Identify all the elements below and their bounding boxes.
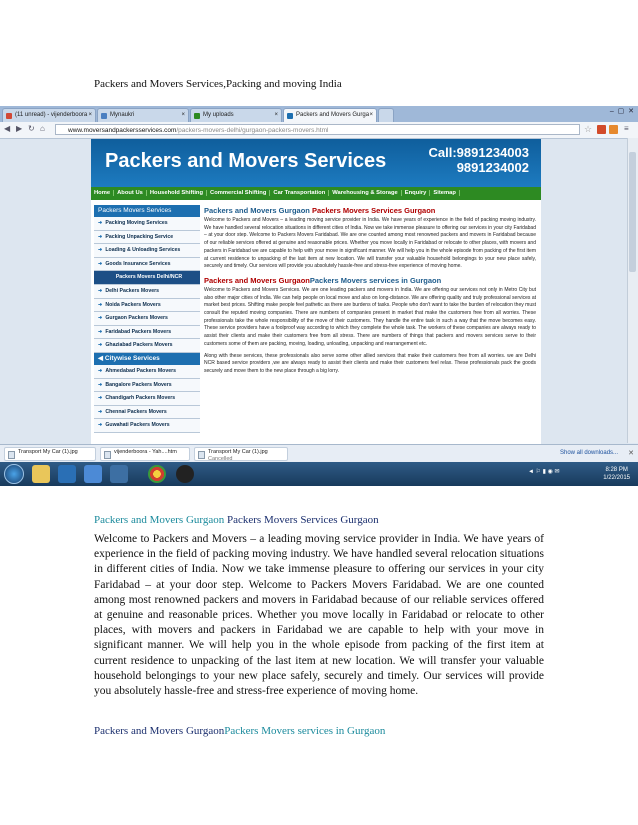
sidebar-item[interactable]: [94, 299, 200, 313]
menu-item[interactable]: Commercial Shifting: [207, 190, 270, 196]
section-heading-part: Packers and Movers Gurgaon: [94, 725, 225, 737]
extension-icon[interactable]: [597, 125, 606, 134]
arrow-icon: ➜: [98, 301, 103, 308]
arrow-icon: ➜: [98, 220, 103, 226]
content-heading-part: Packers and Movers Gurgaon: [204, 275, 310, 285]
url-path: /packers-movers-delhi/gurgaon-packers-movers.html: [176, 127, 329, 134]
back-icon[interactable]: ◀: [4, 124, 11, 133]
forward-icon[interactable]: ▶: [16, 124, 23, 133]
phone-2: 9891234002: [456, 160, 529, 175]
download-bar: [0, 444, 638, 463]
site-header: [91, 139, 541, 187]
content-heading-part: Packers Movers Services Gurgaon: [311, 206, 436, 215]
document-title: Packers and Movers Services,Packing and moving India: [94, 78, 342, 90]
close-icon[interactable]: ✕: [628, 450, 634, 457]
browser-tab-active[interactable]: [283, 108, 377, 122]
window-controls[interactable]: – ▢ ✕: [609, 108, 634, 115]
content-heading: [204, 275, 536, 287]
download-item[interactable]: [194, 447, 288, 461]
content-paragraph: Welcome to Packers and Movers – a leading moving service provider in India. We have years of experience in the field of packing moving industry. We have handled several relocation situations in different cities of India. Now we take immense pleasure to offering our services in your city Faridabad – at your door step. Welcome to Packers Movers Faridabad. We are one counted among most renowned packers and movers in Faridabad because of our reliable services offered at genuine and reasonable prices. Whether you move locally in Faridabad or relocate to other places, with movers and packers in Faridabad we are capable to help with your move in significant manner. We will help you in the whole episode from packing of the first item at current residence to unpacking of the last item at new location. We will transfer your valuable household belongings to your new place safely, securely and timely. Our services will provide you absolutely hassle-free and stress-free experience of moving home.: [204, 217, 536, 270]
section-heading: [94, 725, 385, 737]
site-content: [204, 205, 536, 445]
bookmark-star-icon[interactable]: ☆: [584, 124, 593, 134]
sidebar-item-label: Ahmedabad Packers Movers: [105, 367, 176, 374]
sidebar-item-label: Packers Movers Delhi/NCR: [115, 274, 183, 281]
sidebar-item[interactable]: [94, 244, 200, 258]
arrow-icon: ➜: [98, 381, 103, 388]
extension-icon[interactable]: [609, 125, 618, 134]
url-host: www.moversandpackersservices.com: [68, 127, 177, 134]
sidebar-item[interactable]: [94, 326, 200, 340]
sidebar-item-highlight[interactable]: [94, 271, 200, 285]
chrome-icon[interactable]: [148, 465, 166, 483]
sidebar-item[interactable]: [94, 285, 200, 299]
sidebar-title-label: Citywise Services: [104, 354, 160, 362]
tab-label: My uploads: [203, 112, 234, 118]
scrollbar[interactable]: [627, 138, 638, 443]
sidebar-item[interactable]: [94, 406, 200, 420]
arrow-icon: ◀: [98, 354, 105, 362]
section-heading-part: Packers Movers Services Gurgaon: [227, 514, 379, 526]
close-icon[interactable]: ×: [88, 112, 92, 118]
file-icon: [198, 451, 205, 459]
sidebar-item-label: Loading & Unloading Services: [105, 247, 181, 254]
clock-date: 1/22/2015: [603, 475, 630, 481]
browser-tab[interactable]: [2, 108, 96, 122]
sidebar-item-label: Chandigarh Packers Movers: [105, 395, 176, 402]
arrow-icon: ➜: [98, 408, 103, 415]
file-icon: [104, 451, 111, 459]
webpage-viewport: [0, 139, 628, 444]
windows-taskbar: [0, 462, 638, 486]
download-item[interactable]: [100, 447, 190, 461]
sidebar-item[interactable]: [94, 258, 200, 272]
sidebar-item-label: Faridabad Packers Movers: [105, 328, 172, 335]
content-paragraph: Along with these services, these professionals also serve some other allied services that make their customers free from all worries. we are Delhi NCR based service providers ,we are always ready to assist their clients and make their customers feel relax. These professionals pack the goods securely and move them to the new place through a big lorry.: [204, 352, 536, 374]
sidebar-title-citywise: [94, 353, 200, 365]
site-sidebar: [94, 205, 200, 445]
menu-item[interactable]: Enquiry: [402, 190, 431, 196]
phone-1: Call:9891234003: [428, 145, 529, 160]
content-heading-part: Packers Movers services in Gurgaon: [309, 275, 442, 285]
download-name: vijenderboora - Yah....htm: [114, 449, 177, 455]
reload-icon[interactable]: ↻: [28, 124, 35, 133]
arrow-icon: ➜: [98, 260, 103, 267]
arrow-icon: ➜: [98, 367, 103, 374]
sidebar-item-label: Chennai Packers Movers: [105, 408, 167, 415]
gmail-icon: [6, 113, 12, 119]
menu-item[interactable]: Sitemap: [430, 190, 460, 196]
menu-item[interactable]: Household Shifting: [147, 190, 207, 196]
sidebar-item[interactable]: [94, 312, 200, 326]
clock[interactable]: [603, 466, 630, 482]
arrow-icon: ➜: [98, 422, 103, 429]
arrow-icon: ➜: [98, 287, 103, 294]
app-icon[interactable]: [110, 465, 128, 483]
folder-icon[interactable]: [32, 465, 50, 483]
sidebar-item[interactable]: [94, 392, 200, 406]
menu-item[interactable]: Warehousing & Storage: [329, 190, 402, 196]
menu-item[interactable]: Car Transportation: [270, 190, 329, 196]
site-brand[interactable]: Packers and Movers Services: [105, 150, 387, 172]
media-player-icon[interactable]: [58, 465, 76, 483]
sidebar-item-label: Delhi Packers Movers: [105, 287, 159, 294]
system-tray[interactable]: ◄ ⚐ ▮ ◉ ✉: [528, 469, 560, 475]
content-heading-part: Packers and Movers Gurgaon: [204, 206, 310, 215]
close-icon[interactable]: ×: [369, 112, 373, 118]
embedded-browser-screenshot: [0, 106, 638, 486]
site-icon: [194, 113, 200, 119]
tab-label: Packers and Movers Gurga: [296, 112, 370, 118]
new-tab-button[interactable]: [378, 108, 394, 122]
section-heading-part: Packers and Movers Gurgaon: [94, 514, 225, 526]
sidebar-item-label: Bangalore Packers Movers: [105, 381, 172, 388]
arrow-icon: ➜: [98, 328, 103, 335]
tab-label: (11 unread) - vijenderboora: [15, 112, 88, 118]
site-menu: [91, 187, 541, 200]
section-heading: [94, 514, 379, 526]
explorer-icon[interactable]: [84, 465, 102, 483]
menu-item[interactable]: Home: [91, 190, 114, 196]
sidebar-item[interactable]: [94, 419, 200, 433]
arrow-icon: ➜: [98, 342, 103, 349]
url-field[interactable]: [55, 124, 580, 135]
section-heading-part: Packers Movers services in Gurgaon: [224, 725, 386, 737]
arrow-icon: ➜: [98, 315, 103, 322]
arrow-icon: ➜: [98, 247, 103, 254]
sidebar-item[interactable]: [94, 217, 200, 231]
sidebar-item[interactable]: [94, 231, 200, 245]
address-bar-row: [0, 122, 638, 139]
website: [91, 139, 541, 444]
arrow-icon: ➜: [98, 395, 103, 402]
menu-item[interactable]: About Us: [114, 190, 147, 196]
app-icon[interactable]: [176, 465, 194, 483]
content-heading: [204, 205, 536, 217]
site-icon: [287, 113, 293, 119]
scrollbar-thumb[interactable]: [629, 152, 636, 272]
file-icon: [8, 451, 15, 459]
download-status: Cancelled: [208, 455, 233, 461]
download-name: Transport My Car (1).jpg: [208, 449, 268, 455]
close-icon[interactable]: ×: [181, 112, 185, 118]
download-name: Transport My Car (1).jpg: [18, 449, 78, 455]
sidebar-item-label: Ghaziabad Packers Movers: [105, 342, 173, 349]
browser-tab[interactable]: [190, 108, 282, 122]
sidebar-item-label: Noida Packers Movers: [105, 301, 161, 308]
site-icon: [101, 113, 107, 119]
site-phone: [429, 145, 529, 175]
sidebar-item-label: Guwahati Packers Movers: [105, 422, 170, 429]
sidebar-item[interactable]: [94, 339, 200, 353]
sidebar-item[interactable]: [94, 379, 200, 393]
clock-time: 8:28 PM: [605, 467, 628, 473]
sidebar-title: Packers Movers Services: [94, 205, 200, 217]
menu-icon[interactable]: ≡: [624, 124, 629, 133]
tab-label: Mynaukri: [110, 112, 135, 118]
body-paragraph: Welcome to Packers and Movers – a leading moving service provider in India. We have years of experience in the field of packing moving industry. We have handled several relocation situations in different cities of India. Now we take immense pleasure to offering our services in your city Faridabad – at your door step. Welcome to Packers Movers Faridabad. We are one counted among most renowned packers and movers in Faridabad because of our reliable services offered at genuine and reasonable prices. Whether you move locally in Faridabad or relocate to other places, with movers and packers in Faridabad we are capable to help with your move in significant manner. We will help you in the whole episode from packing of the first item at current residence to unpacking of the last item at new location. We will transfer your valuable household belongings to your new place safely, securely and timely. Our services will provide you absolutely hassle-free and stress-free experience of moving home.: [94, 533, 544, 698]
show-all-downloads-link[interactable]: Show all downloads...: [560, 450, 619, 456]
home-icon[interactable]: ⌂: [40, 124, 45, 133]
sidebar-item-label: Goods Insurance Services: [105, 260, 171, 267]
sidebar-item[interactable]: [94, 365, 200, 379]
close-icon[interactable]: ×: [274, 112, 278, 118]
arrow-icon: ➜: [98, 233, 103, 240]
browser-tab[interactable]: [97, 108, 189, 122]
sidebar-item-label: Gurgaon Packers Movers: [105, 315, 168, 322]
download-item[interactable]: [4, 447, 96, 461]
sidebar-item-label: Packing Unpacking Service: [105, 233, 174, 240]
browser-tab-strip: [0, 106, 638, 122]
content-paragraph: Welcome to Packers and Movers Services. We are one leading packers and movers in India. We are offering our services not only in Metro City but also other major cities of India. We can help people on local move and also on long-distance. We are offering quality and truly professional services at market best prices. Shifting make people feel pathetic as there are burdens of tasks. People who don't want to take the burden of relocation they must consult the reputed moving companies. There are numbers of companies present in market that make the customers free from all worries. These professionals take the whole responsibility of the move of their customers. They handle the entire task in such a way that the move becomes easy. These service providers have a foolproof way according to which they complete the whole task. The workers of these companies are always ready to assist their clients and make their customers free from all stress. There are numbers of things that packers and movers services serve to their customers some of them are packing, moving, loading, unloading, unpacking and rearrangement etc.: [204, 286, 536, 347]
start-button[interactable]: [4, 464, 24, 484]
sidebar-item-label: Packing Moving Services: [105, 220, 168, 226]
